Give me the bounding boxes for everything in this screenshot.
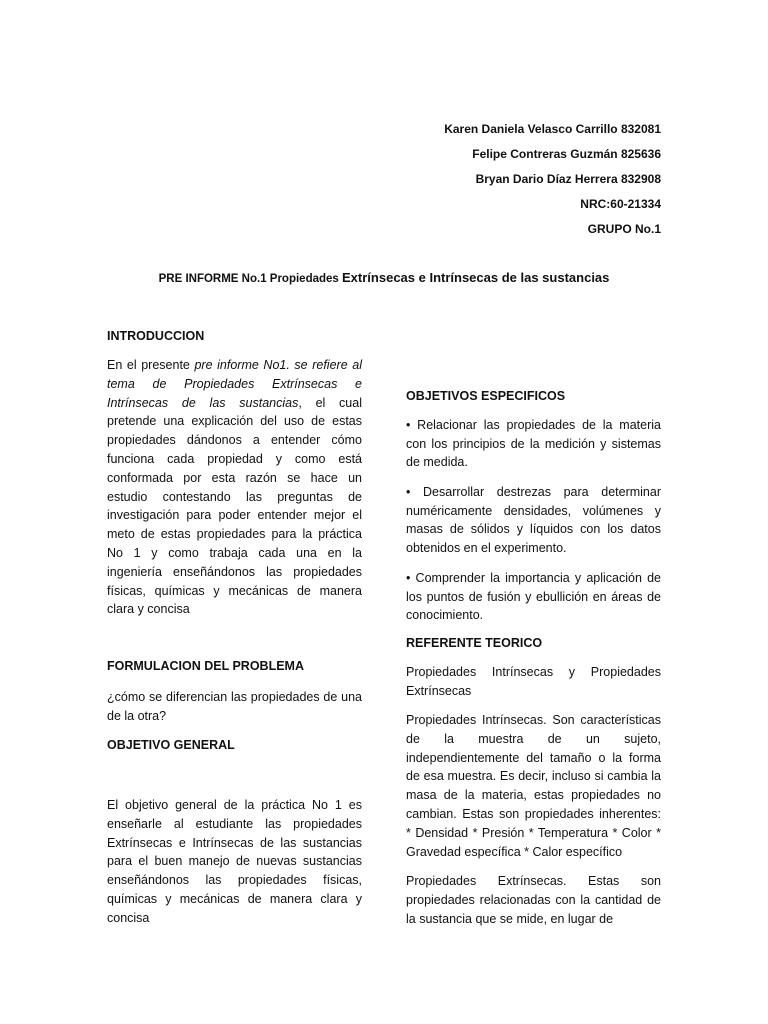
intro-lead: En el presente — [107, 358, 195, 372]
intro-heading: INTRODUCCION — [107, 329, 205, 343]
document-title — [0, 270, 768, 285]
problem-heading: FORMULACION DEL PROBLEMA — [107, 659, 304, 673]
authors-block — [444, 117, 661, 242]
title-prefix: PRE INFORME No.1 Propiedades — [158, 273, 343, 285]
theory-subtitle: Propiedades Intrínsecas y Propiedades Extrínsecas — [406, 665, 661, 698]
problem-text: ¿cómo se diferencian las propiedades de una de la otra? — [107, 690, 362, 723]
objective-item-3: • Comprender la importancia y aplicación de los puntos de fusión y ebullición en áreas de conocimiento. — [406, 571, 661, 623]
general-objective-text: El objetivo general de la práctica No 1 es enseñarle al estudiante las propiedades Extrínsecas e Intrínsecas de las sustancias para el buen manejo de nuevas sustancias enseñándonos las propiedades físicas, químicas y mecánicas de manera clara y concisa — [107, 798, 362, 925]
general-objective-heading: OBJETIVO GENERAL — [107, 738, 235, 752]
author-line: Karen Daniela Velasco Carrillo 832081 — [444, 122, 661, 136]
title-main: Extrínsecas e Intrínsecas de las sustancias — [342, 270, 610, 285]
author-line: Felipe Contreras Guzmán 825636 — [472, 147, 661, 161]
author-line: Bryan Dario Díaz Herrera 832908 — [475, 172, 661, 186]
extrinsic-paragraph: Propiedades Extrínsecas. Estas son propiedades relacionadas con la cantidad de la sustancia que se mide, en lugar de — [406, 874, 661, 926]
intro-rest: , el cual pretende una explicación del uso de estas propiedades dándonos a entender cómo funciona cada propiedad y como está conformada por esta razón se hace un estudio contestando las preguntas de investigación para poder entender mejor el meto de estas propiedades para la práctica No 1 y como trabaja cada una en la ingeniería enseñándonos las propiedades físicas, químicas y mecánicas de manera clara y concisa — [107, 395, 362, 617]
specific-objectives-heading: OBJETIVOS ESPECIFICOS — [406, 389, 566, 403]
objective-item-2: • Desarrollar destrezas para determinar numéricamente densidades, volúmenes y masas de sólidos y líquidos con los datos obtenidos en el experimento. — [406, 485, 661, 555]
nrc-line: NRC:60-21334 — [580, 197, 661, 211]
intrinsic-paragraph: Propiedades Intrínsecas. Son características de la muestra de un sujeto, independientemente del tamaño o la forma de esa muestra. Es decir, incluso si cambia la masa de la materia, estas propiedades no cambian. Estas son propiedades inherentes: * Densidad * Presión * Temperatura * Color * Gravedad específica * Calor específico — [406, 713, 661, 859]
group-line: GRUPO No.1 — [587, 222, 661, 236]
intro-italic: pre informe No1. se refiere al tema de Propiedades Extrínsecas e Intrínsecas de las sustancias — [107, 358, 362, 410]
theory-heading: REFERENTE TEORICO — [406, 636, 543, 650]
intro-paragraph — [107, 356, 362, 619]
objective-item-1: • Relacionar las propiedades de la materia con los principios de la medición y sistemas de medida. — [406, 418, 661, 470]
